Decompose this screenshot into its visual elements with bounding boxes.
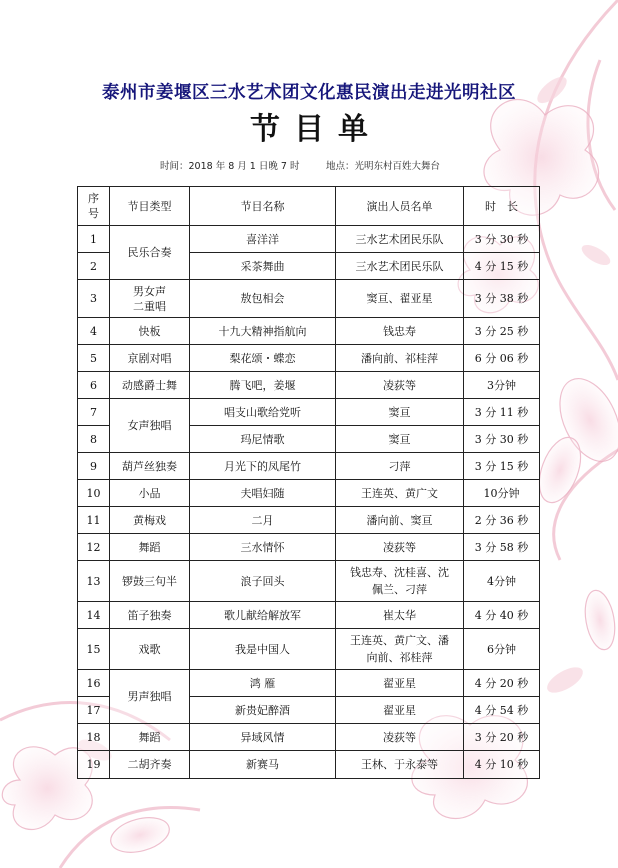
- row-duration: 3 分 30 秒: [464, 226, 540, 253]
- row-no: 19: [78, 751, 110, 779]
- row-duration: 3分钟: [464, 372, 540, 399]
- page-title: 泰州市姜堰区三水艺术团文化惠民演出走进光明社区: [102, 83, 516, 103]
- row-no: 18: [78, 724, 110, 751]
- row-type: 动感爵士舞: [110, 372, 190, 399]
- row-performers: 凌荻等: [336, 534, 464, 561]
- row-duration: 4 分 15 秒: [464, 253, 540, 280]
- row-type: 京剧对唱: [110, 345, 190, 372]
- row-name: 采茶舞曲: [190, 253, 336, 280]
- table-row: [78, 372, 540, 399]
- row-duration: 6 分 06 秒: [464, 345, 540, 372]
- row-type: 黄梅戏: [110, 507, 190, 534]
- row-performers: 王林、于永泰等: [336, 751, 464, 779]
- row-name: 新贵妃醉酒: [190, 697, 336, 724]
- row-no: 3: [78, 280, 110, 318]
- row-type: 锣鼓三句半: [110, 561, 190, 602]
- table-row: [78, 561, 540, 602]
- row-no: 10: [78, 480, 110, 507]
- table-row: [78, 226, 540, 253]
- row-name: 三水情怀: [190, 534, 336, 561]
- col-header-performers: 演出人员名单: [336, 187, 464, 226]
- col-header-duration: 时 长: [464, 187, 540, 226]
- row-no: 13: [78, 561, 110, 602]
- table-row: [78, 399, 540, 426]
- col-header-type: 节目类型: [110, 187, 190, 226]
- row-duration: 6分钟: [464, 629, 540, 670]
- row-performers: 刁萍: [336, 453, 464, 480]
- row-type: 民乐合奏: [110, 226, 190, 280]
- row-name: 玛尼情歌: [190, 426, 336, 453]
- row-duration: 3 分 58 秒: [464, 534, 540, 561]
- row-duration: 4分钟: [464, 561, 540, 602]
- row-type: 女声独唱: [110, 399, 190, 453]
- row-name: 夫唱妇随: [190, 480, 336, 507]
- row-no: 15: [78, 629, 110, 670]
- table-row: [78, 724, 540, 751]
- row-name: 唱支山歌给党听: [190, 399, 336, 426]
- table-row: [78, 629, 540, 670]
- event-place: 地点：光明东村百姓大舞台: [326, 161, 441, 172]
- row-performers: 窦亘、翟亚星: [336, 280, 464, 318]
- table-row: [78, 507, 540, 534]
- row-duration: 3 分 15 秒: [464, 453, 540, 480]
- row-performers: 钱忠寿: [336, 318, 464, 345]
- row-duration: 3 分 38 秒: [464, 280, 540, 318]
- row-performers: 翟亚星: [336, 670, 464, 697]
- row-name: 敖包相会: [190, 280, 336, 318]
- row-duration: 4 分 40 秒: [464, 602, 540, 629]
- col-header-name: 节目名称: [190, 187, 336, 226]
- row-performers: 王连英、黄广文: [336, 480, 464, 507]
- table-row: [78, 751, 540, 779]
- row-duration: 3 分 30 秒: [464, 426, 540, 453]
- row-performers: 翟亚星: [336, 697, 464, 724]
- table-row: [78, 280, 540, 318]
- row-no: 7: [78, 399, 110, 426]
- row-name: 歌儿献给解放军: [190, 602, 336, 629]
- row-no: 9: [78, 453, 110, 480]
- row-name: 我是中国人: [190, 629, 336, 670]
- program-heading: 节目单: [250, 112, 382, 147]
- row-duration: 2 分 36 秒: [464, 507, 540, 534]
- row-type: 男声独唱: [110, 670, 190, 724]
- row-no: 8: [78, 426, 110, 453]
- row-performers: 凌荻等: [336, 372, 464, 399]
- row-type: 二胡齐奏: [110, 751, 190, 779]
- row-type: 快板: [110, 318, 190, 345]
- row-name: 异域风情: [190, 724, 336, 751]
- row-name: 鸿 雁: [190, 670, 336, 697]
- row-performers: 窦亘: [336, 399, 464, 426]
- table-row: [78, 480, 540, 507]
- row-type: 笛子独奏: [110, 602, 190, 629]
- row-type: 小品: [110, 480, 190, 507]
- table-row: [78, 318, 540, 345]
- row-type: 戏歌: [110, 629, 190, 670]
- table-row: [78, 602, 540, 629]
- row-duration: 4 分 54 秒: [464, 697, 540, 724]
- row-type: 葫芦丝独奏: [110, 453, 190, 480]
- row-no: 1: [78, 226, 110, 253]
- row-performers: 窦亘: [336, 426, 464, 453]
- row-type: 舞蹈: [110, 724, 190, 751]
- table-row: [78, 453, 540, 480]
- table-row: [78, 534, 540, 561]
- row-name: 浪子回头: [190, 561, 336, 602]
- row-name: 月光下的凤尾竹: [190, 453, 336, 480]
- row-no: 4: [78, 318, 110, 345]
- row-name: 新赛马: [190, 751, 336, 779]
- row-no: 14: [78, 602, 110, 629]
- row-duration: 4 分 20 秒: [464, 670, 540, 697]
- row-performers: 凌荻等: [336, 724, 464, 751]
- row-name: 二月: [190, 507, 336, 534]
- row-duration: 4 分 10 秒: [464, 751, 540, 779]
- row-no: 2: [78, 253, 110, 280]
- row-performers: 潘向前、窦亘: [336, 507, 464, 534]
- row-no: 5: [78, 345, 110, 372]
- row-no: 6: [78, 372, 110, 399]
- row-performers: 王连英、黄广文、潘向前、祁桂萍: [336, 629, 464, 670]
- program-table: [77, 186, 540, 779]
- row-no: 16: [78, 670, 110, 697]
- table-header-row: [78, 187, 540, 226]
- row-duration: 10分钟: [464, 480, 540, 507]
- row-name: 腾飞吧，姜堰: [190, 372, 336, 399]
- row-duration: 3 分 25 秒: [464, 318, 540, 345]
- row-no: 11: [78, 507, 110, 534]
- col-header-no: 序号: [78, 187, 110, 226]
- row-duration: 3 分 11 秒: [464, 399, 540, 426]
- row-performers: 三水艺术团民乐队: [336, 253, 464, 280]
- row-performers: 三水艺术团民乐队: [336, 226, 464, 253]
- row-duration: 3 分 20 秒: [464, 724, 540, 751]
- row-no: 17: [78, 697, 110, 724]
- row-type: 男女声二重唱: [110, 280, 190, 318]
- row-performers: 潘向前、祁桂萍: [336, 345, 464, 372]
- table-row: [78, 670, 540, 697]
- row-name: 十九大精神指航向: [190, 318, 336, 345]
- row-name: 梨花颂・蝶恋: [190, 345, 336, 372]
- row-name: 喜洋洋: [190, 226, 336, 253]
- row-performers: 钱忠寿、沈桂喜、沈佩兰、刁萍: [336, 561, 464, 602]
- row-type: 舞蹈: [110, 534, 190, 561]
- event-time: 时间：2018 年 8 月 1 日晚 7 时: [160, 161, 300, 172]
- row-performers: 崔太华: [336, 602, 464, 629]
- table-row: [78, 345, 540, 372]
- row-no: 12: [78, 534, 110, 561]
